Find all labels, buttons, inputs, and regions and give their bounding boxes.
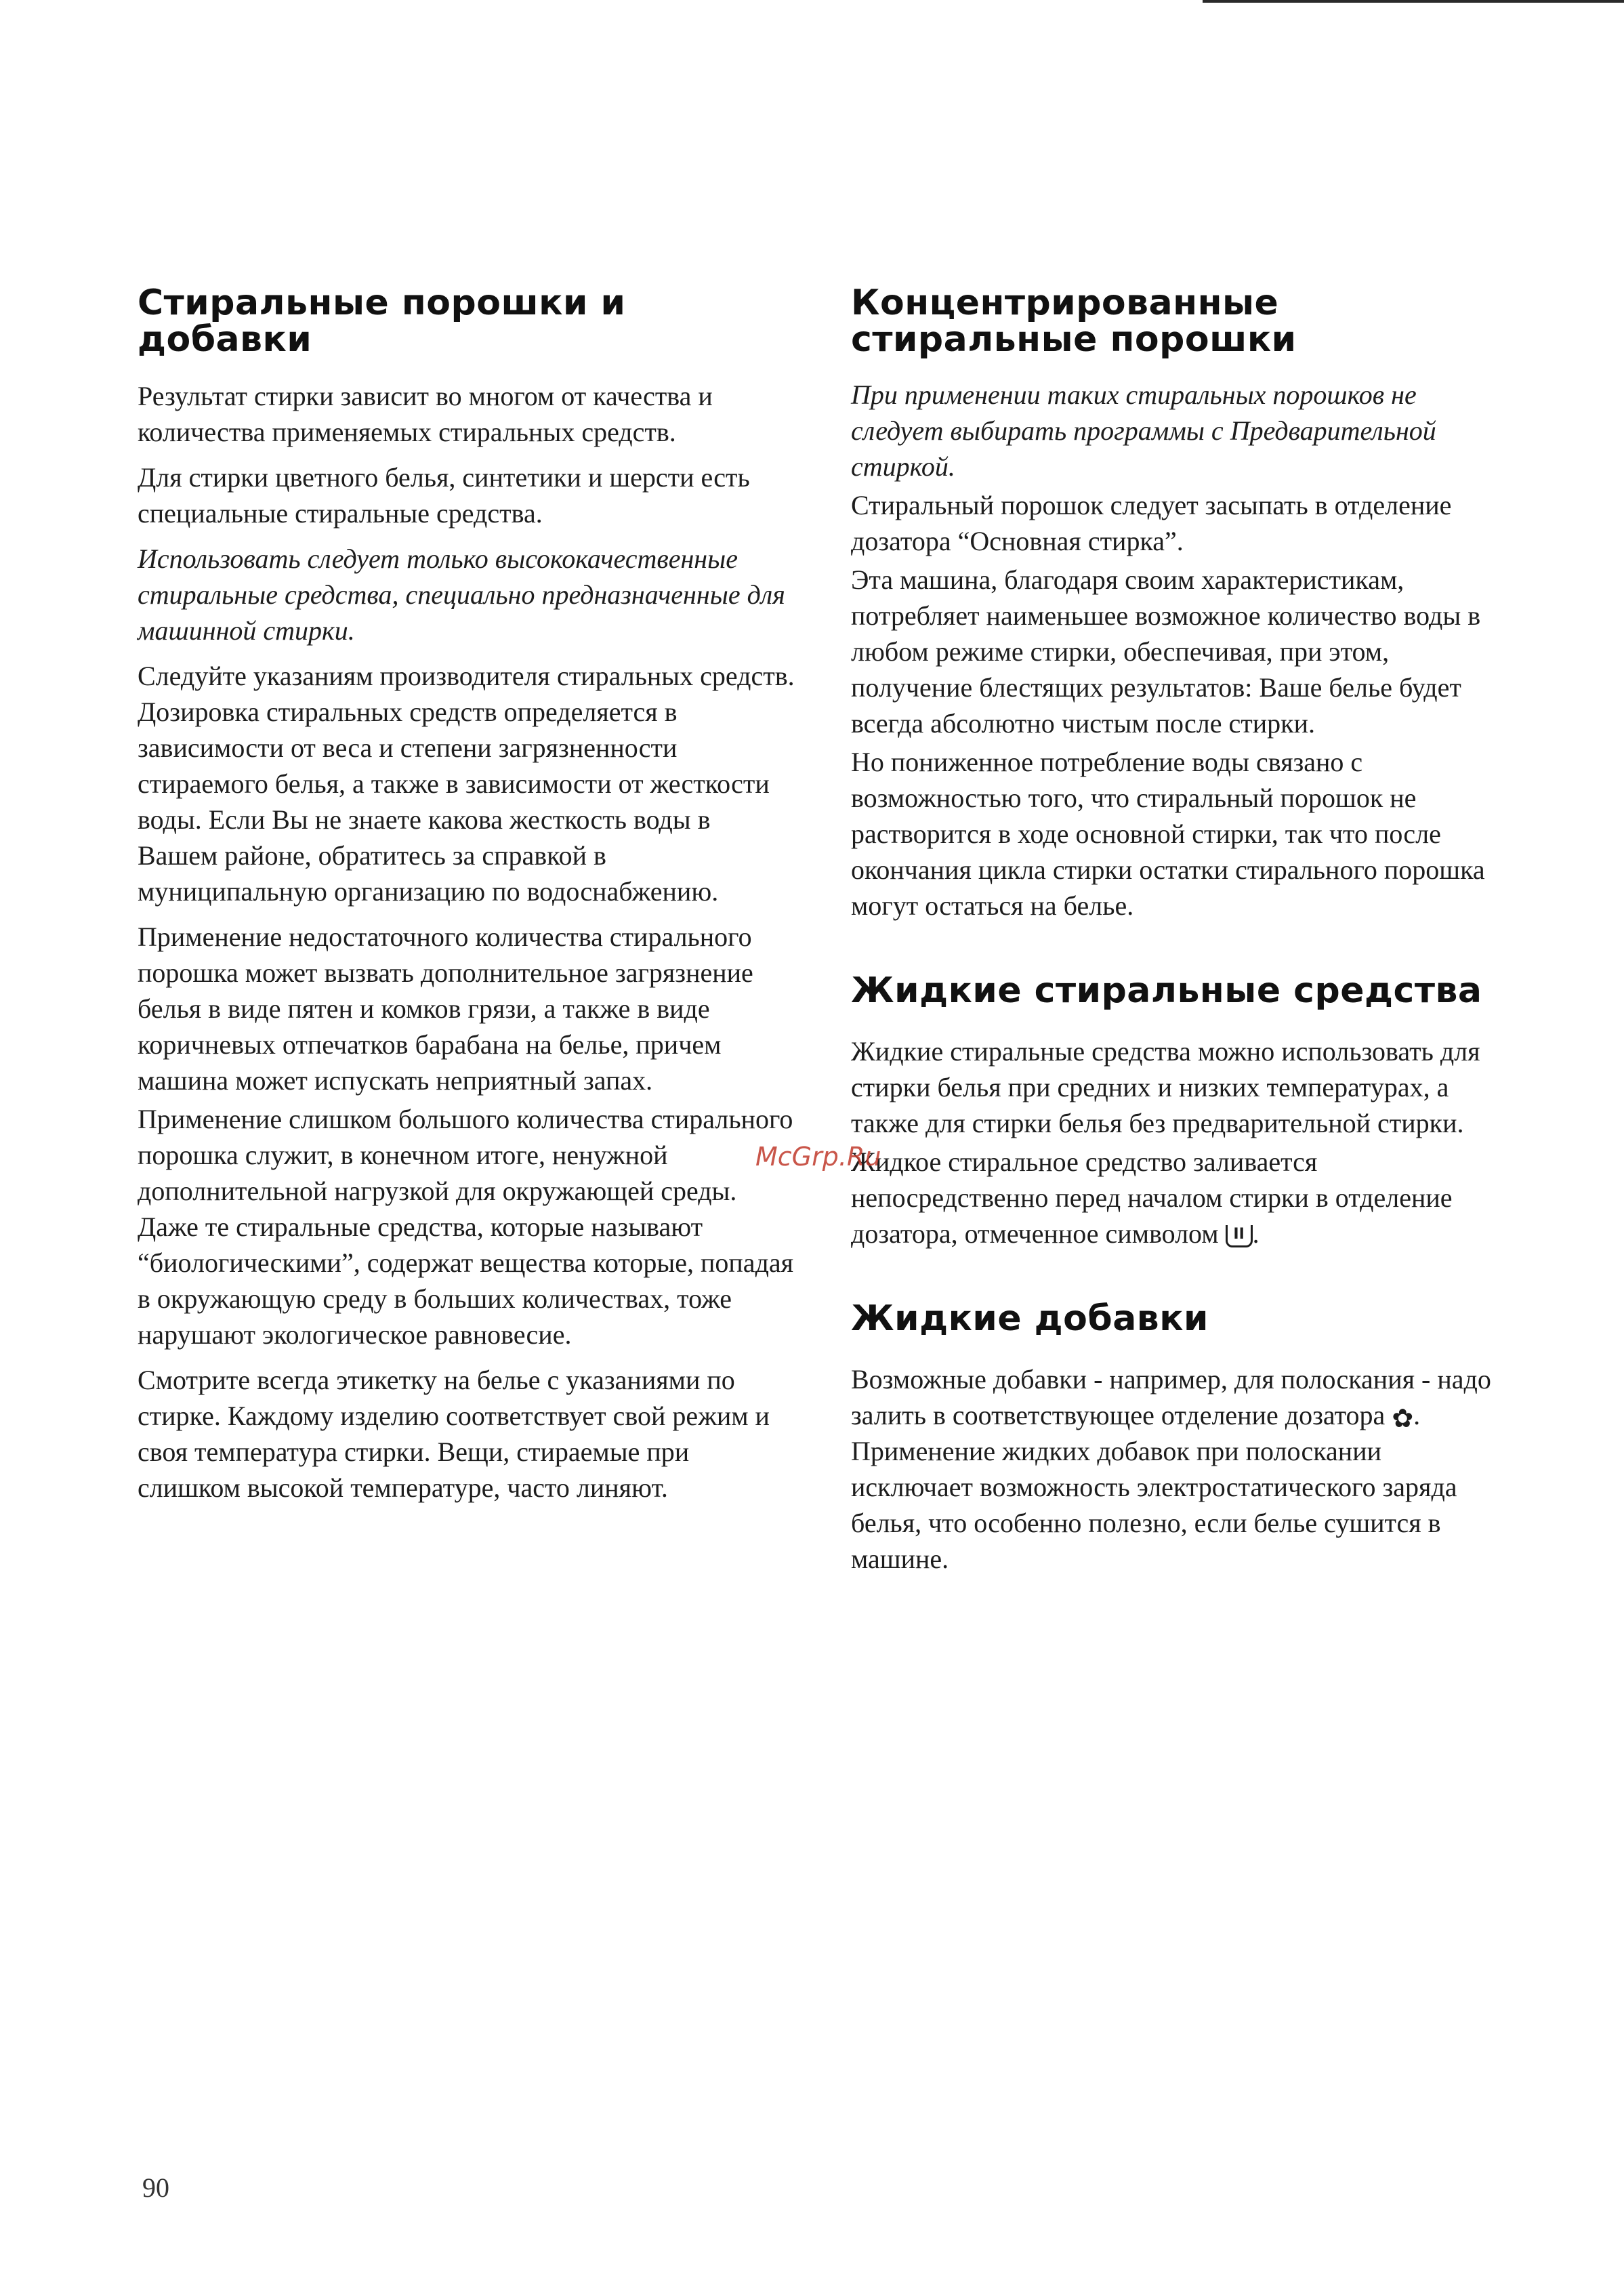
top-rule — [1203, 0, 1624, 3]
heading-concentrated: Концентрированные стиральные порошки — [851, 283, 1297, 360]
left-column — [138, 285, 795, 1515]
additives-text-start: Возможные добавки - например, для полоскания - надо залить в соответствующее отделение дозатора — [851, 1364, 1491, 1430]
liquid-dispenser-end: . — [1252, 1218, 1259, 1249]
paragraph-dosage: Следуйте указаниям производителя стиральных средств. Дозировка стиральных средств определяется в зависимости от веса и степени загрязненности стираемого белья, а также в зависимости от жесткости воды. Если Вы не знаете какова жесткость воды в Вашем районе, обратитесь за справкой в муниципальную организацию по водоснабжению. — [138, 661, 795, 907]
paragraph-label-advice: Смотрите всегда этикетку на белье с указаниями по стирке. Каждому изделию соответствует свой режим и своя температура стирки. Вещи, стираемые при слишком высокой температуре, часто линяют. — [138, 1365, 770, 1503]
liquid-compartment-icon: II — [1226, 1225, 1253, 1247]
paragraph-liquid-usage: Жидкие стиральные средства можно использовать для стирки белья при средних и низких температурах, а также для стирки белья без предварительной стирки. — [851, 1036, 1480, 1138]
paragraph-special-detergents: Для стирки цветного белья, синтетики и шерсти есть специальные стиральные средства. — [138, 462, 750, 529]
paragraph-low-water: Эта машина, благодаря своим характеристикам, потребляет наименьшее возможное количество воды в любом режиме стирки, обеспечивая, при этом, получение блестящих результатов: Ваше белье будет всегда абсолютно чистым после стирки. — [851, 564, 1481, 739]
paragraph-insufficient-amount: Применение недостаточного количества стирального порошка может вызвать дополнительное загрязнение белья в виде пятен и комков грязи, а также в виде коричневых отпечатков барабана на белье, причем машина может испускать неприятный запах. — [138, 922, 753, 1096]
paragraph-liquid-dispenser — [851, 1144, 1508, 1252]
paragraph-additives — [851, 1361, 1508, 1577]
paragraph-high-quality-note: Использовать следует только высококачественные стиральные средства, специально предназначенные для машинной стирки. — [138, 543, 785, 646]
additives-text-end: . Применение жидких добавок при полоскании исключает возможность электростатического заряда белья, что особенно полезно, если белье сушится в машине. — [851, 1400, 1457, 1574]
softener-flower-icon: ✿ — [1392, 1403, 1414, 1433]
liquid-dispenser-text: Жидкое стиральное средство заливается непосредственно перед началом стирки в отделение дозатора, отмеченное символом — [851, 1146, 1453, 1249]
paragraph-quality: Результат стирки зависит во многом от качества и количества применяемых стиральных средств. — [138, 381, 713, 447]
heading-detergents: Стиральные порошки и добавки — [138, 283, 626, 360]
heading-liquid-detergents: Жидкие стиральные средства — [851, 970, 1482, 1011]
paragraph-residue: Но пониженное потребление воды связано с возможностью того, что стиральный порошок не растворится в ходе основной стирки, так что после окончания цикла стирки остатки стирального порошка могут остаться на белье. — [851, 747, 1485, 921]
paragraph-excess-amount: Применение слишком большого количества стирального порошка служит, в конечном итоге, ненужной дополнительной нагрузкой для окружающей среды. Даже те стиральные средства, которые называют “биологическими”, содержат вещества которые, попадая в окружающую среду в больших количествах, тоже нарушают экологическое равновесие. — [138, 1104, 794, 1350]
right-column — [851, 285, 1508, 1586]
watermark: McGrp.Ru — [755, 1142, 881, 1172]
paragraph-concentrated-note: При применении таких стиральных порошков не следует выбирать программы с Предварительной стиркой. — [851, 379, 1436, 482]
paragraph-main-wash-compartment: Стиральный порошок следует засыпать в отделение дозатора “Основная стирка”. — [851, 490, 1452, 556]
heading-liquid-additives: Жидкие добавки — [851, 1298, 1209, 1339]
page-number: 90 — [142, 2172, 169, 2203]
